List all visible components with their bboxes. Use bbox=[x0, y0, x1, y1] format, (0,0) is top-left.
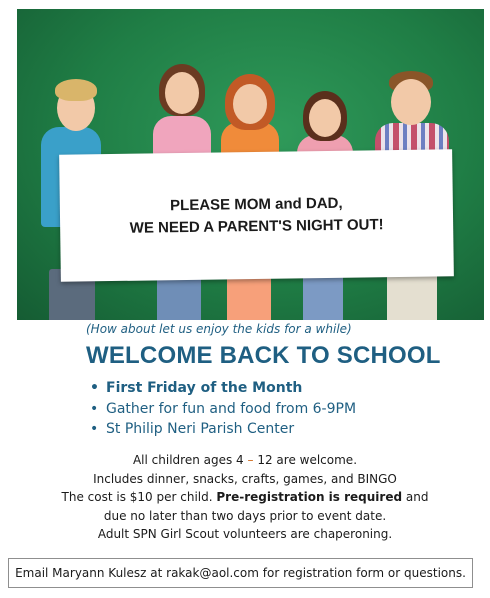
bullet-item: • First Friday of the Month bbox=[90, 378, 356, 399]
details-includes: Includes dinner, snacks, crafts, games, and BINGO bbox=[93, 471, 397, 486]
subtitle: (How about let us enjoy the kids for a while) bbox=[86, 322, 352, 336]
details-chaperone: Adult SPN Girl Scout volunteers are chaperoning. bbox=[97, 527, 393, 542]
sign-line-2: WE NEED A PARENT'S NIGHT OUT! bbox=[129, 215, 384, 237]
bullet-item: • Gather for fun and food from 6-9PM bbox=[90, 399, 356, 420]
details-cost: The cost is $10 per child. Pre-registration is required and bbox=[61, 490, 429, 505]
sign-line-1: PLEASE MOM and DAD, bbox=[169, 194, 343, 214]
details-ages: All children ages 4 – 12 are welcome. bbox=[132, 453, 358, 467]
sign-board bbox=[59, 149, 454, 281]
page-title: WELCOME BACK TO SCHOOL bbox=[86, 342, 441, 369]
contact-box bbox=[8, 558, 473, 588]
event-details bbox=[0, 451, 490, 544]
details-due: due no later than two days prior to event date. bbox=[103, 508, 387, 523]
event-bullets bbox=[90, 378, 356, 440]
hero-photo bbox=[17, 9, 484, 320]
contact-text: Email Maryann Kulesz at rakak@aol.com for registration form or questions. bbox=[15, 566, 466, 580]
bullet-item: • St Philip Neri Parish Center bbox=[90, 419, 356, 440]
